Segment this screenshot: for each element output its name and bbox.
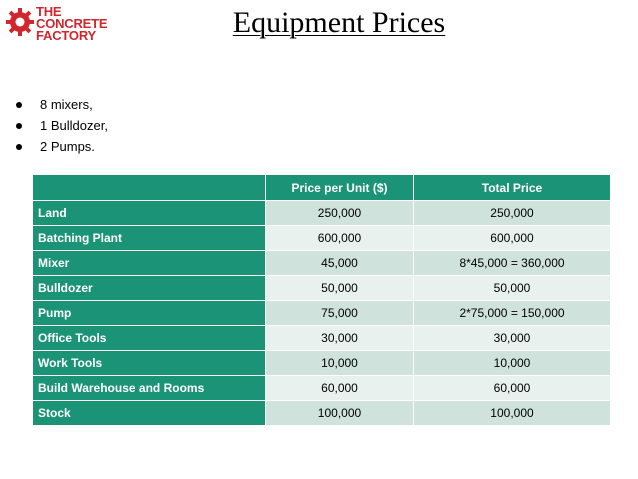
table-row (33, 301, 611, 326)
table-row (33, 226, 611, 251)
row-unit-price: 250,000 (266, 201, 414, 226)
row-total-price: 10,000 (414, 351, 611, 376)
row-unit-price: 45,000 (266, 251, 414, 276)
row-item: Build Warehouse and Rooms (33, 376, 266, 401)
table-row (33, 251, 611, 276)
row-unit-price: 10,000 (266, 351, 414, 376)
row-item: Pump (33, 301, 266, 326)
list-item-text: 2 Pumps. (40, 139, 95, 154)
row-total-price: 60,000 (414, 376, 611, 401)
row-total-price: 2*75,000 = 150,000 (414, 301, 611, 326)
row-unit-price: 50,000 (266, 276, 414, 301)
column-header-item (33, 175, 266, 201)
table-row (33, 376, 611, 401)
list-item (12, 115, 108, 136)
list-item (12, 94, 108, 115)
row-total-price: 8*45,000 = 360,000 (414, 251, 611, 276)
row-unit-price: 600,000 (266, 226, 414, 251)
row-total-price: 250,000 (414, 201, 611, 226)
table-row (33, 201, 611, 226)
row-item: Mixer (33, 251, 266, 276)
row-item: Batching Plant (33, 226, 266, 251)
logo-line-2: CONCRETE (36, 16, 108, 31)
column-header-total-price: Total Price (414, 175, 611, 201)
column-header-unit-price: Price per Unit ($) (266, 175, 414, 201)
table-row (33, 276, 611, 301)
row-item: Bulldozer (33, 276, 266, 301)
row-item: Office Tools (33, 326, 266, 351)
table-header-row (33, 175, 611, 201)
table-row (33, 351, 611, 376)
list-item-text: 1 Bulldozer, (40, 118, 108, 133)
row-total-price: 100,000 (414, 401, 611, 426)
bullet-icon (16, 123, 22, 129)
page-title-text: Equipment Prices (232, 6, 446, 39)
equipment-list (12, 94, 108, 157)
page-title (0, 6, 638, 43)
list-item (12, 136, 108, 157)
row-unit-price: 100,000 (266, 401, 414, 426)
row-unit-price: 75,000 (266, 301, 414, 326)
row-item: Stock (33, 401, 266, 426)
equipment-prices-table (32, 174, 611, 426)
row-total-price: 600,000 (414, 226, 611, 251)
row-item: Land (33, 201, 266, 226)
logo-line-3: FACTORY (36, 28, 96, 43)
table-row (33, 401, 611, 426)
list-item-text: 8 mixers, (40, 97, 93, 112)
row-total-price: 30,000 (414, 326, 611, 351)
row-unit-price: 30,000 (266, 326, 414, 351)
row-item: Work Tools (33, 351, 266, 376)
row-total-price: 50,000 (414, 276, 611, 301)
logo-line-1: THE (36, 4, 62, 19)
row-unit-price: 60,000 (266, 376, 414, 401)
table-row (33, 326, 611, 351)
bullet-icon (16, 144, 22, 150)
bullet-icon (16, 102, 22, 108)
